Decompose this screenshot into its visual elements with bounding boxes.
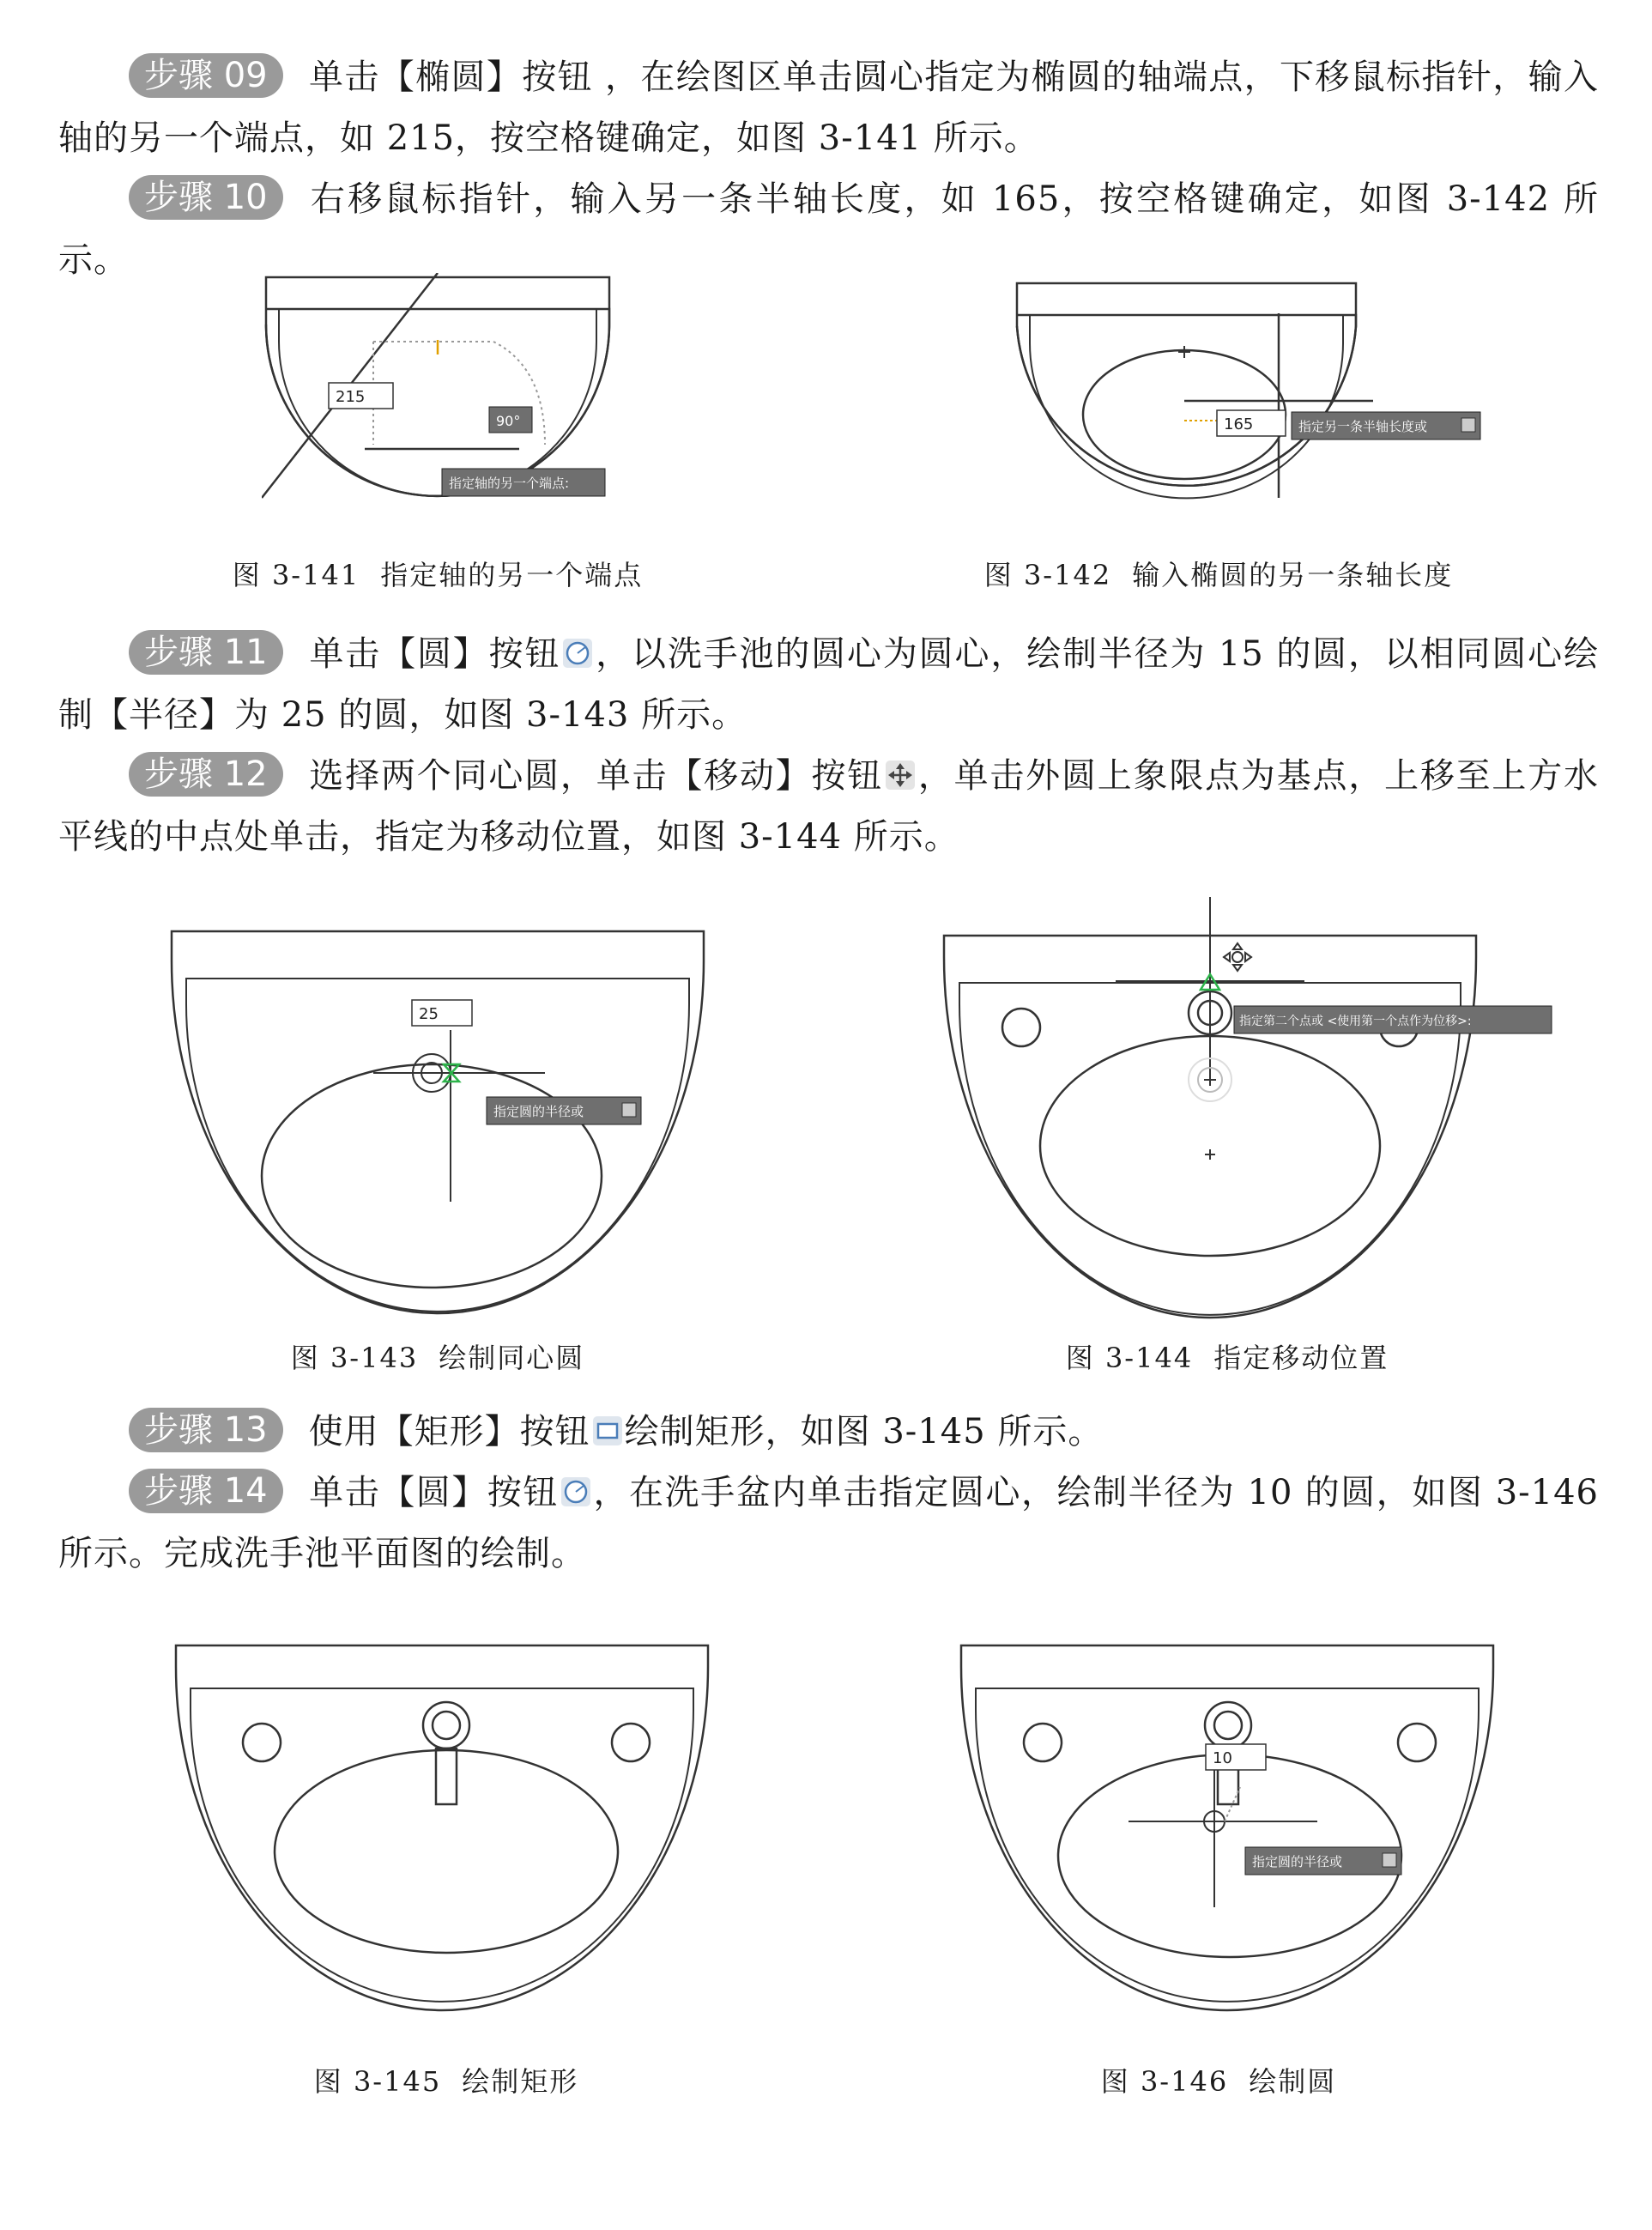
length-input-value: 165 <box>1224 415 1254 433</box>
command-tooltip-text: 指定第二个点或 <使用第一个点作为位移>: <box>1239 1015 1472 1028</box>
circle-tool-icon <box>562 638 593 669</box>
command-tooltip-text: 指定圆的半径或 <box>493 1104 584 1119</box>
step-09-paragraph <box>58 47 1599 169</box>
dropdown-arrow-icon[interactable] <box>1461 418 1475 432</box>
radius-input-value: 10 <box>1213 1749 1232 1767</box>
step-14-badge: 步骤 14 <box>129 1469 283 1513</box>
figure-number: 图 3-142 <box>983 559 1112 591</box>
figure-number: 图 3-143 <box>290 1342 419 1374</box>
figure-caption-text: 指定轴的另一个端点 <box>380 559 644 591</box>
step-11-badge: 步骤 11 <box>129 630 283 675</box>
figure-3-142-caption <box>935 558 1502 592</box>
figure-caption-text: 输入椭圆的另一条轴长度 <box>1132 559 1454 591</box>
radius-input-value: 25 <box>419 1005 439 1023</box>
figure-3-144-caption <box>987 1341 1467 1375</box>
figure-number: 图 3-145 <box>313 2065 442 2098</box>
figure-caption-text: 绘制圆 <box>1249 2065 1337 2098</box>
command-tooltip-text: 指定圆的半径或 <box>1252 1854 1343 1869</box>
figure-3-145 <box>172 1641 712 2015</box>
figure-caption-text: 绘制矩形 <box>462 2065 579 2098</box>
step-10-badge: 步骤 10 <box>129 175 283 220</box>
step-12-text-a: 选择两个同心圆，单击【移动】按钮 <box>308 756 884 796</box>
step-13-badge: 步骤 13 <box>129 1408 283 1452</box>
length-input-value: 215 <box>336 388 366 406</box>
figure-3-143 <box>167 927 708 1322</box>
step-11-text-a: 单击【圆】按钮 <box>308 634 561 674</box>
step-12-text-b: ，单击外圆上象限点为基点，上移至上方水平线的中点处单击，指定为移动位置，如图 3-144 所示。 <box>58 756 1600 857</box>
dropdown-arrow-icon[interactable] <box>622 1103 636 1117</box>
figure-number: 图 3-144 <box>1065 1342 1194 1374</box>
step-12-badge: 步骤 12 <box>129 752 283 797</box>
step-09-badge: 步骤 09 <box>129 53 283 98</box>
step-11-text-b: ，以洗手池的圆心为圆心，绘制半径为 15 的圆，以相同圆心绘制【半径】为 25 的圆，如图 3-143 所示。 <box>58 634 1600 735</box>
figure-3-142 <box>1013 279 1493 536</box>
step-14-paragraph <box>58 1463 1599 1585</box>
rectangle-tool-icon <box>592 1415 623 1446</box>
figure-3-146-caption <box>1013 2064 1425 2099</box>
figure-3-141 <box>262 273 614 513</box>
figure-3-144 <box>935 897 1562 1322</box>
figure-3-143-caption <box>215 1341 661 1375</box>
figure-3-145-caption <box>223 2064 669 2099</box>
step-13-paragraph <box>58 1402 1599 1463</box>
move-tool-icon <box>885 760 916 791</box>
step-13-text-b: 绘制矩形，如图 3-145 所示。 <box>624 1412 1104 1451</box>
figure-caption-text: 指定移动位置 <box>1213 1342 1389 1374</box>
figure-3-141-caption <box>172 558 704 592</box>
angle-readout-value: 90° <box>496 413 521 429</box>
move-cursor-icon <box>1224 943 1251 971</box>
figure-caption-text: 绘制同心圆 <box>439 1342 585 1374</box>
step-11-paragraph <box>58 624 1599 746</box>
command-tooltip-text: 指定轴的另一个端点: <box>449 476 570 491</box>
step-14-text-b: ，在洗手盆内单击指定圆心，绘制半径为 10 的圆，如图 3-146 所示。完成洗手池平面图的绘制。 <box>58 1473 1600 1573</box>
figure-3-146 <box>957 1641 1506 2015</box>
step-12-paragraph <box>58 746 1599 868</box>
circle-tool-icon <box>560 1476 591 1507</box>
step-09-text: 单击【椭圆】按钮 ，在绘图区单击圆心指定为椭圆的轴端点，下移鼠标指针，输入轴的另一个端点，如 215，按空格键确定，如图 3-141 所示。 <box>58 58 1599 158</box>
step-14-text-a: 单击【圆】按钮 <box>308 1473 559 1512</box>
step-13-text-a: 使用【矩形】按钮 <box>308 1412 590 1451</box>
dropdown-arrow-icon[interactable] <box>1383 1853 1396 1867</box>
command-tooltip-text: 指定另一条半轴长度或 <box>1298 419 1428 434</box>
step-10-text: 右移鼠标指针，输入另一条半轴长度，如 165，按空格键确定，如图 3-142 所示。 <box>58 179 1599 280</box>
figure-number: 图 3-146 <box>1100 2065 1229 2098</box>
figure-number: 图 3-141 <box>232 559 360 591</box>
